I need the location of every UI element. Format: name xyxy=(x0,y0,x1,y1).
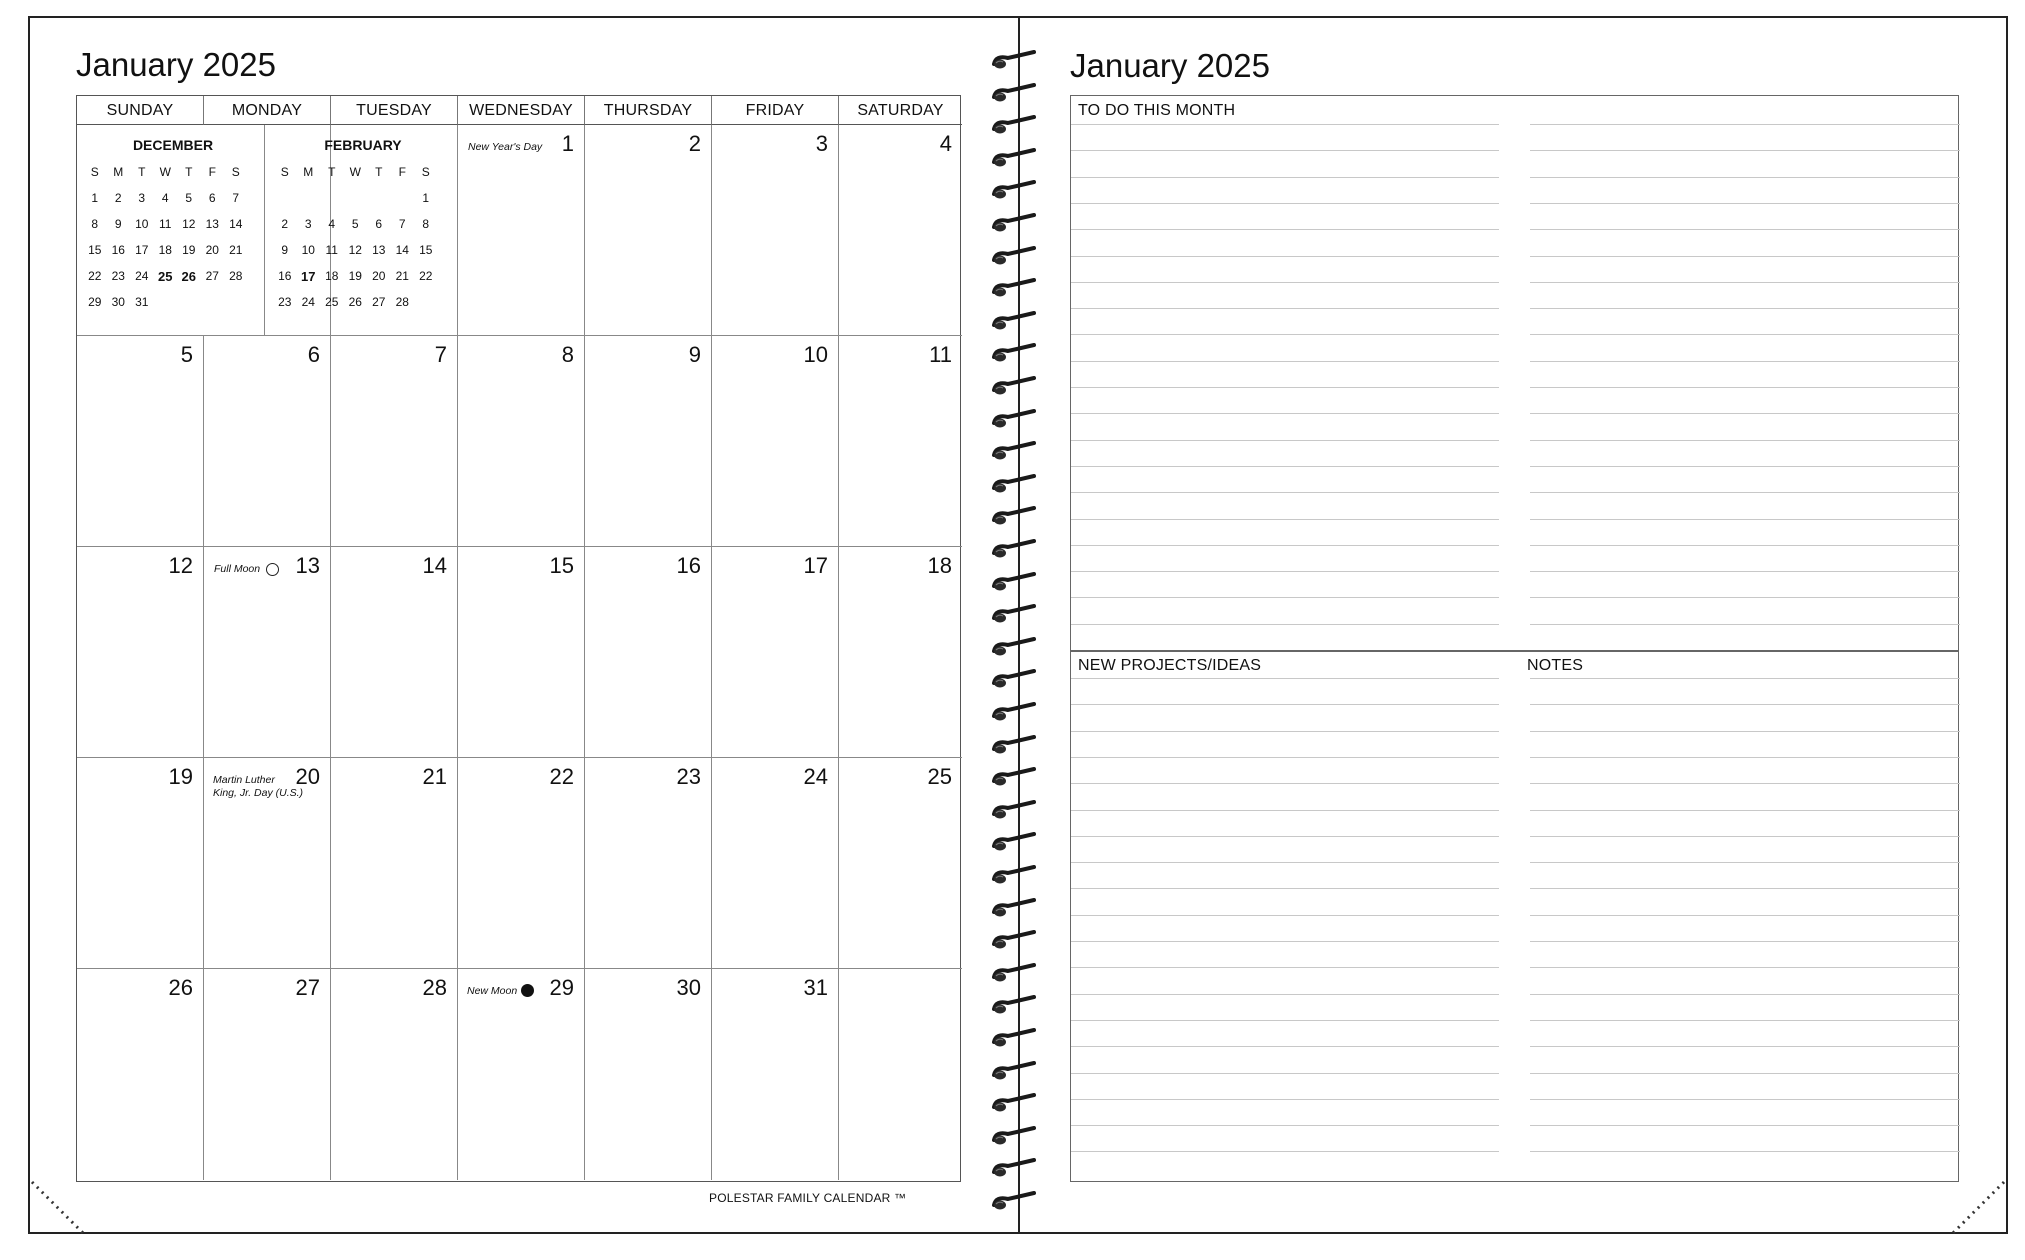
ruled-line xyxy=(1530,387,1960,388)
day-number: 3 xyxy=(815,131,828,156)
mini-weekday-letter: F xyxy=(208,165,216,179)
day-number: 11 xyxy=(929,342,952,367)
spiral-ring xyxy=(990,602,1044,624)
spiral-ring xyxy=(990,667,1044,689)
day-number: 7 xyxy=(434,342,447,367)
mini-calendar-title: DECEMBER xyxy=(132,137,214,153)
ruled-line xyxy=(1071,678,1499,679)
holiday-mlk-day-line: King, Jr. Day (U.S.) xyxy=(213,787,304,799)
ruled-line xyxy=(1071,124,1499,125)
empty-day-cell[interactable] xyxy=(331,125,458,336)
holiday-mlk-day xyxy=(213,774,303,800)
ruled-line xyxy=(1530,731,1960,732)
mini-day: 26 xyxy=(348,295,362,309)
mini-day: 13 xyxy=(372,243,386,257)
ruled-line xyxy=(1071,810,1499,811)
mini-day: 30 xyxy=(111,295,125,309)
weekday-header-friday: FRIDAY xyxy=(712,96,839,125)
mini-day: 5 xyxy=(185,191,193,205)
right-page-title: January 2025 xyxy=(1070,47,1270,84)
ruled-line xyxy=(1071,862,1499,863)
day-number: 22 xyxy=(549,764,574,789)
ruled-line xyxy=(1530,704,1960,705)
spiral-ring xyxy=(990,1156,1044,1178)
ruled-line xyxy=(1530,282,1960,283)
ruled-line xyxy=(1530,545,1960,546)
mini-day: 22 xyxy=(88,269,102,283)
weekday-header-tuesday: TUESDAY xyxy=(331,96,458,125)
day-number: 13 xyxy=(295,553,320,578)
day-number: 25 xyxy=(927,764,952,789)
ruled-line xyxy=(1530,994,1960,995)
day-number: 30 xyxy=(676,975,701,1000)
spiral-ring xyxy=(990,961,1044,983)
mini-day: 1 xyxy=(422,191,430,205)
notes-page xyxy=(1070,95,1959,1182)
day-number: 1 xyxy=(561,131,574,156)
day-cell-8[interactable] xyxy=(458,336,585,547)
day-cell-16[interactable] xyxy=(585,547,712,758)
day-cell-4[interactable] xyxy=(839,125,962,336)
mini-day: 9 xyxy=(114,217,122,231)
ruled-line xyxy=(1071,545,1499,546)
ruled-line xyxy=(1071,203,1499,204)
day-cell-25[interactable] xyxy=(839,758,962,969)
day-number: 18 xyxy=(927,553,952,578)
mini-day: 16 xyxy=(278,269,292,283)
day-number: 21 xyxy=(422,764,447,789)
spiral-ring xyxy=(990,81,1044,103)
mini-weekday-letter: S xyxy=(231,165,240,179)
todo-lines-left xyxy=(1071,124,1499,649)
day-cell-26[interactable] xyxy=(77,969,204,1180)
mini-calendars-cell xyxy=(77,125,433,336)
spiral-ring xyxy=(990,1059,1044,1081)
spiral-ring xyxy=(990,309,1044,331)
mini-day: 15 xyxy=(419,243,433,257)
full-moon-icon xyxy=(266,563,279,576)
ruled-line xyxy=(1530,678,1960,679)
ruled-line xyxy=(1530,492,1960,493)
mini-day: 24 xyxy=(135,269,149,283)
ruled-line xyxy=(1071,334,1499,335)
mini-day: 27 xyxy=(372,295,386,309)
ruled-line xyxy=(1530,757,1960,758)
notes-lines xyxy=(1530,678,1960,1178)
mini-day: 12 xyxy=(348,243,362,257)
ruled-line xyxy=(1530,308,1960,309)
calendar-brand-footer: POLESTAR FAMILY CALENDAR ™ xyxy=(709,1191,907,1205)
day-number: 14 xyxy=(422,553,447,578)
mini-day: 18 xyxy=(158,243,172,257)
day-cell-2[interactable] xyxy=(585,125,712,336)
ruled-line xyxy=(1071,1046,1499,1047)
day-cell-31[interactable] xyxy=(712,969,839,1180)
mini-weekday-letter: S xyxy=(421,165,430,179)
mini-weekday-letter: M xyxy=(113,165,124,179)
spiral-ring xyxy=(990,1189,1044,1211)
ruled-line xyxy=(1530,967,1960,968)
mini-weekday-letter: S xyxy=(90,165,99,179)
day-cell-6[interactable] xyxy=(204,336,331,547)
spiral-ring xyxy=(990,472,1044,494)
day-number: 24 xyxy=(803,764,828,789)
mini-day: 8 xyxy=(91,217,99,231)
full-moon-label-line: Full Moon xyxy=(214,563,261,575)
day-cell-17[interactable] xyxy=(712,547,839,758)
projects-lines xyxy=(1071,678,1499,1178)
day-cell-3[interactable] xyxy=(712,125,839,336)
mini-day: 6 xyxy=(375,217,383,231)
mini-day: 1 xyxy=(91,191,99,205)
mini-day: 28 xyxy=(229,269,243,283)
day-cell-19[interactable] xyxy=(77,758,204,969)
spiral-ring xyxy=(990,439,1044,461)
mini-day: 15 xyxy=(88,243,102,257)
mini-weekday-letter: T xyxy=(185,165,193,179)
ruled-line xyxy=(1530,836,1960,837)
ruled-line xyxy=(1071,967,1499,968)
ruled-line xyxy=(1071,994,1499,995)
ruled-line xyxy=(1530,597,1960,598)
day-cell-1[interactable] xyxy=(458,125,585,336)
spiral-ring xyxy=(990,765,1044,787)
mini-day: 14 xyxy=(229,217,243,231)
ruled-line xyxy=(1530,571,1960,572)
spiral-ring xyxy=(990,537,1044,559)
ruled-line xyxy=(1071,150,1499,151)
mini-day: 11 xyxy=(325,243,338,257)
mini-calendar-title: FEBRUARY xyxy=(324,137,402,153)
ruled-line xyxy=(1530,124,1960,125)
mini-day: 5 xyxy=(351,217,359,231)
ruled-line xyxy=(1071,177,1499,178)
ruled-line xyxy=(1071,308,1499,309)
ruled-line xyxy=(1071,1073,1499,1074)
todo-heading: TO DO THIS MONTH xyxy=(1078,102,1236,119)
day-number: 19 xyxy=(168,764,193,789)
mini-day: 21 xyxy=(229,243,243,257)
mini-day: 10 xyxy=(301,243,315,257)
spiral-ring xyxy=(990,146,1044,168)
mini-day: 19 xyxy=(182,243,196,257)
day-number: 29 xyxy=(549,975,574,1000)
ruled-line xyxy=(1530,915,1960,916)
weekday-header-sunday: SUNDAY xyxy=(77,96,204,125)
mini-weekday-letter: M xyxy=(303,165,314,179)
projects-heading: NEW PROJECTS/IDEAS xyxy=(1078,657,1262,674)
mini-weekday-letter: W xyxy=(159,165,171,179)
day-number: 2 xyxy=(688,131,701,156)
spiral-ring xyxy=(990,700,1044,722)
ruled-line xyxy=(1071,361,1499,362)
spiral-ring xyxy=(990,1026,1044,1048)
ruled-line xyxy=(1530,361,1960,362)
mini-day: 25 xyxy=(325,295,339,309)
ruled-line xyxy=(1071,888,1499,889)
ruled-line xyxy=(1071,413,1499,414)
day-cell-20[interactable] xyxy=(204,758,331,969)
ruled-line xyxy=(1071,282,1499,283)
spiral-ring xyxy=(990,863,1044,885)
ruled-line xyxy=(1530,1099,1960,1100)
day-cell-18[interactable] xyxy=(839,547,962,758)
new-moon-label xyxy=(467,985,517,998)
spiral-ring xyxy=(990,113,1044,135)
day-number: 12 xyxy=(168,553,193,578)
ruled-line xyxy=(1071,941,1499,942)
mini-calendar-divider xyxy=(264,125,265,335)
ruled-line xyxy=(1530,203,1960,204)
spiral-ring xyxy=(990,244,1044,266)
mini-day: 7 xyxy=(398,217,406,231)
spiral-ring xyxy=(990,374,1044,396)
ruled-line xyxy=(1071,731,1499,732)
day-cell-9[interactable] xyxy=(585,336,712,547)
ruled-line xyxy=(1071,1020,1499,1021)
day-number: 27 xyxy=(295,975,320,1000)
spiral-ring xyxy=(990,407,1044,429)
mini-day: 31 xyxy=(135,295,149,309)
mini-weekday-letter: T xyxy=(328,165,336,179)
ruled-line xyxy=(1071,256,1499,257)
spiral-ring xyxy=(990,830,1044,852)
mini-day: 14 xyxy=(395,243,409,257)
mini-day: 2 xyxy=(114,191,122,205)
corner-perforation-right xyxy=(1948,1180,2008,1240)
mini-day: 18 xyxy=(325,269,339,283)
ruled-line xyxy=(1530,440,1960,441)
ruled-line xyxy=(1530,1046,1960,1047)
weekday-header-saturday: SATURDAY xyxy=(839,96,962,125)
mini-day: 4 xyxy=(161,191,169,205)
ruled-line xyxy=(1071,229,1499,230)
spiral-ring xyxy=(990,211,1044,233)
mini-weekday-letter: T xyxy=(375,165,383,179)
day-number: 20 xyxy=(295,764,320,789)
mini-day: 17 xyxy=(135,243,149,257)
mini-weekday-letter: S xyxy=(280,165,289,179)
day-cell-7[interactable] xyxy=(331,336,458,547)
mini-day: 13 xyxy=(205,217,219,231)
ruled-line xyxy=(1530,256,1960,257)
mini-day: 27 xyxy=(205,269,219,283)
monthly-calendar-grid xyxy=(76,95,961,1182)
spiral-ring xyxy=(990,896,1044,918)
day-cell-24[interactable] xyxy=(712,758,839,969)
holiday-new-years-day xyxy=(468,141,542,154)
spiral-ring xyxy=(990,993,1044,1015)
spiral-ring xyxy=(990,635,1044,657)
spiral-ring xyxy=(990,1091,1044,1113)
ruled-line xyxy=(1071,519,1499,520)
day-number: 9 xyxy=(688,342,701,367)
day-cell-27[interactable] xyxy=(204,969,331,1180)
mini-day: 2 xyxy=(281,217,289,231)
mini-day: 22 xyxy=(419,269,433,283)
mini-day: 23 xyxy=(111,269,125,283)
day-cell-12[interactable] xyxy=(77,547,204,758)
ruled-line xyxy=(1530,229,1960,230)
ruled-line xyxy=(1071,1151,1499,1152)
ruled-line xyxy=(1530,862,1960,863)
ruled-line xyxy=(1530,1125,1960,1126)
day-number: 17 xyxy=(803,553,828,578)
day-number: 10 xyxy=(803,342,828,367)
spiral-ring xyxy=(990,1124,1044,1146)
day-cell-5[interactable] xyxy=(77,336,204,547)
day-cell-29[interactable] xyxy=(458,969,585,1180)
ruled-line xyxy=(1530,810,1960,811)
ruled-line xyxy=(1530,177,1960,178)
spiral-ring xyxy=(990,928,1044,950)
day-cell-13[interactable] xyxy=(204,547,331,758)
ruled-line xyxy=(1071,757,1499,758)
ruled-line xyxy=(1071,387,1499,388)
ruled-line xyxy=(1530,466,1960,467)
mini-day: 29 xyxy=(88,295,102,309)
spiral-ring xyxy=(990,341,1044,363)
day-number: 26 xyxy=(168,975,193,1000)
day-number: 8 xyxy=(561,342,574,367)
ruled-line xyxy=(1071,704,1499,705)
day-number: 6 xyxy=(307,342,320,367)
day-cell-15[interactable] xyxy=(458,547,585,758)
mini-day: 7 xyxy=(232,191,240,205)
full-moon-label xyxy=(214,563,260,576)
mini-day: 24 xyxy=(301,295,315,309)
ruled-line xyxy=(1530,1073,1960,1074)
notes-heading: NOTES xyxy=(1527,657,1584,674)
mini-day: 17 xyxy=(301,268,316,284)
ruled-line xyxy=(1530,334,1960,335)
mini-day: 20 xyxy=(372,269,386,283)
ruled-line xyxy=(1071,597,1499,598)
day-cell-11[interactable] xyxy=(839,336,962,547)
day-cell-14[interactable] xyxy=(331,547,458,758)
mini-day: 16 xyxy=(111,243,125,257)
mini-day: 10 xyxy=(135,217,149,231)
corner-perforation-left xyxy=(30,1180,90,1240)
ruled-line xyxy=(1071,915,1499,916)
day-cell-30[interactable] xyxy=(585,969,712,1180)
day-number: 4 xyxy=(939,131,952,156)
new-moon-icon xyxy=(521,984,534,997)
spiral-ring xyxy=(990,276,1044,298)
todo-lines-right xyxy=(1530,124,1960,649)
empty-day-cell[interactable] xyxy=(839,969,962,1180)
day-cell-10[interactable] xyxy=(712,336,839,547)
day-cell-23[interactable] xyxy=(585,758,712,969)
day-number: 28 xyxy=(422,975,447,1000)
spiral-ring xyxy=(990,733,1044,755)
ruled-line xyxy=(1071,571,1499,572)
mini-day: 26 xyxy=(181,268,196,284)
day-cell-22[interactable] xyxy=(458,758,585,969)
ruled-line xyxy=(1530,1151,1960,1152)
ruled-line xyxy=(1071,492,1499,493)
spiral-ring xyxy=(990,504,1044,526)
spiral-ring xyxy=(990,570,1044,592)
ruled-line xyxy=(1071,836,1499,837)
mini-weekday-letter: F xyxy=(398,165,406,179)
ruled-line xyxy=(1071,440,1499,441)
day-number: 31 xyxy=(803,975,828,1000)
ruled-line xyxy=(1530,888,1960,889)
spiral-ring xyxy=(990,48,1044,70)
ruled-line xyxy=(1071,624,1499,625)
ruled-line xyxy=(1530,413,1960,414)
mini-day: 20 xyxy=(205,243,219,257)
mini-day: 3 xyxy=(304,217,312,231)
weekday-header-wednesday: WEDNESDAY xyxy=(458,96,585,125)
day-number: 23 xyxy=(676,764,701,789)
mini-day: 12 xyxy=(182,217,196,231)
holiday-new-years-day-line: New Year's Day xyxy=(468,141,543,153)
mini-weekday-letter: W xyxy=(349,165,361,179)
ruled-line xyxy=(1530,624,1960,625)
mini-day: 9 xyxy=(281,243,289,257)
day-number: 16 xyxy=(676,553,701,578)
section-divider xyxy=(1071,650,1958,652)
mini-day: 8 xyxy=(422,217,430,231)
mini-day: 19 xyxy=(348,269,362,283)
holiday-mlk-day-line: Martin Luther xyxy=(213,774,275,786)
mini-day: 4 xyxy=(328,217,336,231)
mini-day: 23 xyxy=(278,295,292,309)
spiral-ring xyxy=(990,798,1044,820)
ruled-line xyxy=(1071,1099,1499,1100)
ruled-line xyxy=(1071,466,1499,467)
ruled-line xyxy=(1530,783,1960,784)
ruled-line xyxy=(1530,519,1960,520)
ruled-line xyxy=(1530,150,1960,151)
ruled-line xyxy=(1530,1020,1960,1021)
mini-weekday-letter: T xyxy=(138,165,146,179)
day-number: 15 xyxy=(549,553,574,578)
mini-day: 21 xyxy=(395,269,409,283)
day-cell-28[interactable] xyxy=(331,969,458,1180)
ruled-line xyxy=(1530,941,1960,942)
mini-day: 11 xyxy=(159,217,172,231)
left-page-title: January 2025 xyxy=(76,46,276,83)
day-number: 5 xyxy=(180,342,193,367)
ruled-line xyxy=(1071,1125,1499,1126)
ruled-line xyxy=(1071,783,1499,784)
mini-day: 25 xyxy=(158,268,173,284)
mini-day: 3 xyxy=(138,191,146,205)
new-moon-label-line: New Moon xyxy=(467,985,518,997)
spiral-ring xyxy=(990,178,1044,200)
weekday-header-monday: MONDAY xyxy=(204,96,331,125)
weekday-header-thursday: THURSDAY xyxy=(585,96,712,125)
mini-calendar-december xyxy=(83,137,263,315)
day-cell-21[interactable] xyxy=(331,758,458,969)
mini-day: 6 xyxy=(208,191,216,205)
mini-day: 28 xyxy=(395,295,409,309)
